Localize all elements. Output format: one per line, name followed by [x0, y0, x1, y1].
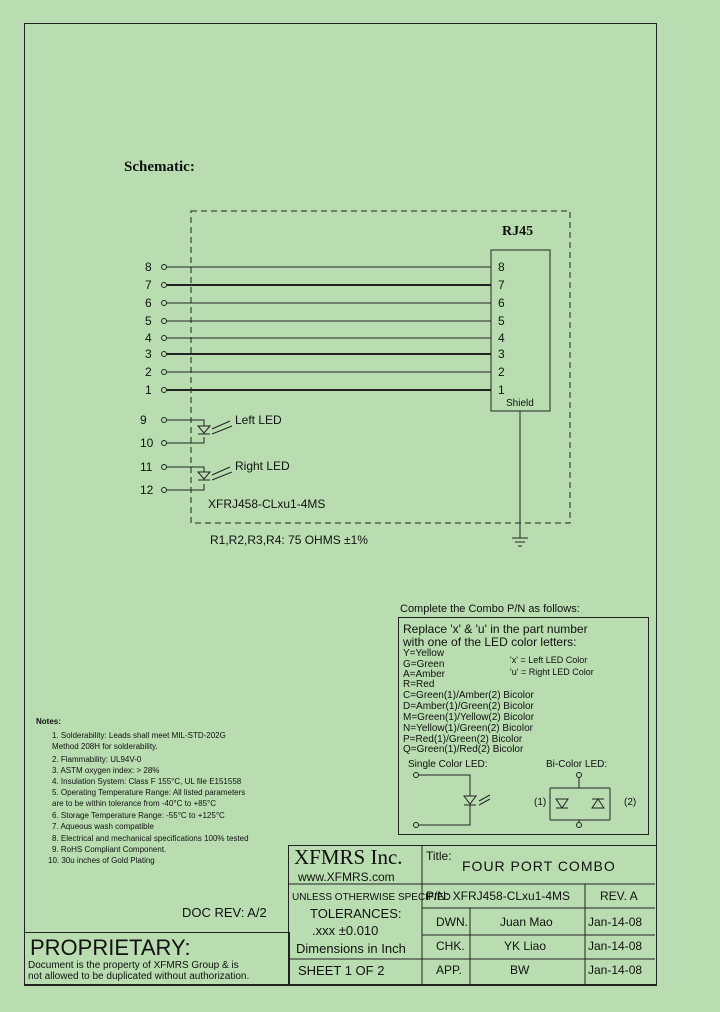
pin-label: 6: [145, 296, 152, 310]
led-pin-label: 12: [140, 483, 154, 497]
color-code: C=Green(1)/Amber(2) Bicolor: [403, 690, 534, 701]
rj45-pin-label: 6: [498, 296, 505, 310]
led-pin-label: 11: [140, 460, 153, 474]
pin-label: 3: [145, 347, 152, 361]
rj45-pin-label: 2: [498, 365, 505, 379]
color-code: Y=Yellow: [403, 648, 445, 659]
revision: REV. A: [600, 889, 638, 903]
chk-date: Jan-14-08: [588, 939, 643, 953]
company-website: www.XFMRS.com: [298, 870, 395, 884]
color-code: D=Amber(1)/Green(2) Bicolor: [403, 701, 534, 712]
color-code: G=Green: [403, 659, 445, 670]
x-meaning: 'x' = Left LED Color: [510, 655, 588, 665]
company-name: XFMRS Inc.: [294, 845, 403, 869]
bi-led-pin1: (1): [534, 797, 547, 808]
chk-label: CHK.: [436, 939, 465, 953]
rj45-pin-label: 1: [498, 383, 505, 397]
title-value: FOUR PORT COMBO: [462, 858, 616, 874]
color-code: N=Yellow(1)/Green(2) Bicolor: [403, 723, 533, 734]
color-code: R=Red: [403, 679, 435, 690]
part-number: P/N: XFRJ458-CLxu1-4MS: [426, 889, 571, 903]
rj45-pin-label: 7: [498, 278, 505, 292]
color-code: Q=Green(1)/Red(2) Bicolor: [403, 744, 524, 755]
pin-label: 5: [145, 314, 152, 328]
doc-rev: DOC REV: A/2: [182, 905, 267, 920]
note-item: 8. Electrical and mechanical specifications 100% tested: [52, 834, 249, 843]
led-pin-label: 9: [140, 413, 147, 427]
shield-label: Shield: [506, 398, 534, 409]
notes-title: Notes:: [36, 717, 61, 726]
schematic-heading: Schematic:: [124, 159, 195, 175]
dwn-name: Juan Mao: [500, 915, 553, 929]
rj45-pin-label: 4: [498, 331, 505, 345]
proprietary-title: PROPRIETARY:: [30, 935, 191, 960]
color-code: M=Green(1)/Yellow(2) Bicolor: [403, 712, 535, 723]
app-name: BW: [510, 963, 530, 977]
proprietary-text: not allowed to be duplicated without authorization.: [28, 971, 250, 982]
note-item: Method 208H for solderability.: [52, 742, 158, 751]
left-led-label: Left LED: [235, 413, 282, 427]
note-item: 6. Storage Temperature Range: -55°C to +125°C: [52, 811, 225, 820]
bi-led-pin2: (2): [624, 797, 637, 808]
dwn-label: DWN.: [436, 915, 468, 929]
right-led-label: Right LED: [235, 459, 290, 473]
rj45-pin-label: 8: [498, 260, 505, 274]
resistor-note: R1,R2,R3,R4: 75 OHMS ±1%: [210, 533, 368, 547]
sheet-number: SHEET 1 OF 2: [298, 963, 385, 978]
pin-label: 2: [145, 365, 152, 379]
title-label: Title:: [426, 849, 452, 863]
note-item: 1. Solderability: Leads shall meet MIL-STD-202G: [52, 731, 226, 740]
tolerance-line: TOLERANCES:: [310, 906, 402, 921]
tolerance-line: UNLESS OTHERWISE SPECIFIED: [292, 892, 451, 903]
app-label: APP.: [436, 963, 462, 977]
app-date: Jan-14-08: [588, 963, 643, 977]
tolerance-line: Dimensions in Inch: [296, 941, 406, 956]
combo-title: Complete the Combo P/N as follows:: [400, 603, 580, 615]
proprietary-text: Document is the property of XFMRS Group & is: [28, 960, 239, 971]
note-item: 7. Aqueous wash compatible: [52, 822, 154, 831]
note-item: 5. Operating Temperature Range: All listed parameters: [52, 788, 246, 797]
part-number-label: XFRJ458-CLxu1-4MS: [208, 497, 326, 511]
single-led-label: Single Color LED:: [408, 759, 488, 770]
note-item: 10. 30u inches of Gold Plating: [48, 856, 155, 865]
connector-label: RJ45: [502, 224, 534, 239]
rj45-pin-label: 3: [498, 347, 505, 361]
note-item: 9. RoHS Compliant Component.: [52, 845, 167, 854]
pin-label: 1: [145, 383, 152, 397]
pin-label: 7: [145, 278, 152, 292]
rj45-pin-label: 5: [498, 314, 505, 328]
note-item: 3. ASTM oxygen index: > 28%: [52, 766, 160, 775]
tolerance-line: .xxx ±0.010: [312, 923, 379, 938]
combo-line: Replace 'x' & 'u' in the part number: [403, 622, 588, 636]
color-code: P=Red(1)/Green(2) Bicolor: [403, 734, 523, 745]
pin-label: 8: [145, 260, 152, 274]
color-code: A=Amber: [403, 669, 445, 680]
combo-line: with one of the LED color letters:: [403, 635, 577, 649]
note-item: 2. Flammability: UL94V-0: [52, 755, 142, 764]
u-meaning: 'u' = Right LED Color: [510, 667, 594, 677]
led-pin-label: 10: [140, 436, 154, 450]
note-item: are to be within tolerance from -40°C to +85°C: [52, 799, 217, 808]
note-item: 4. Insulation System: Class F 155°C, UL file E151558: [52, 777, 242, 786]
pin-label: 4: [145, 331, 152, 345]
bi-led-label: Bi-Color LED:: [546, 759, 608, 770]
chk-name: YK Liao: [504, 939, 547, 953]
dwn-date: Jan-14-08: [588, 915, 643, 929]
